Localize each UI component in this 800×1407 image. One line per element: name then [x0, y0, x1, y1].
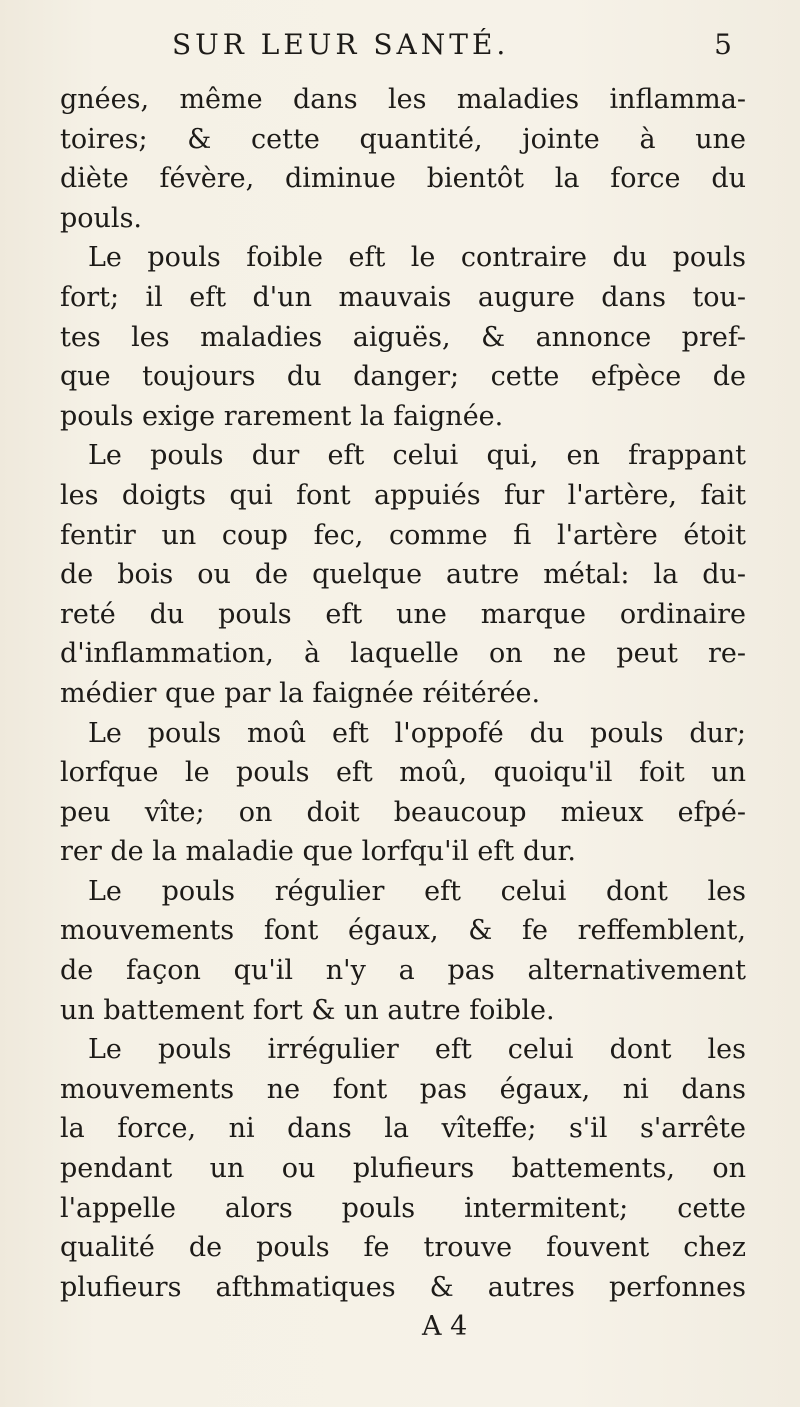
text-line: Le pouls irrégulier eft celui dont les [88, 1034, 746, 1066]
text-line: médier que par la faignée réitérée. [60, 677, 541, 709]
text-line: Le pouls moû eft l'oppofé du pouls dur; [88, 717, 746, 749]
signature-mark: A 4 [422, 1311, 468, 1343]
text-line: reté du pouls eft une marque ordinaire [60, 598, 746, 630]
text-line: Le pouls dur eft celui qui, en frappant [88, 440, 746, 472]
text-line: toires; & cette quantité, jointe à une [60, 123, 746, 155]
text-line: mouvements ne font pas égaux, ni dans [60, 1073, 746, 1105]
text-line: l'appelle alors pouls intermitent; cette [60, 1192, 746, 1224]
text-line: peu vîte; on doit beaucoup mieux efpé- [60, 796, 746, 828]
text-line: que toujours du danger; cette efpèce de [60, 361, 746, 393]
text-line: rer de la maladie que lorfqu'il eft dur. [60, 836, 577, 868]
page-number: 5 [714, 28, 732, 61]
text-line: lorfque le pouls eft moû, quoiqu'il foit un [60, 757, 746, 789]
text-line: qualité de pouls fe trouve fouvent chez [60, 1232, 746, 1264]
text-line: de bois ou de quelque autre métal: la du- [60, 559, 746, 591]
text-line: d'inflammation, à laquelle on ne peut re- [60, 638, 746, 670]
page-header [172, 22, 732, 66]
text-line: mouvements font égaux, & fe reffemblent, [60, 915, 746, 947]
text-line: la force, ni dans la vîteffe; s'il s'arrête [60, 1113, 746, 1145]
text-line: pendant un ou plufieurs battements, on [60, 1153, 746, 1185]
running-head: SUR LEUR SANTÉ. [172, 28, 510, 61]
text-line: tes les maladies aiguës, & annonce pref- [60, 321, 746, 353]
text-line: un battement fort & un autre foible. [60, 994, 555, 1026]
text-line: gnées, même dans les maladies inflamma- [60, 84, 746, 115]
text-line: plufieurs afthmatiques & autres perfonnes [60, 1271, 746, 1303]
text-line: Le pouls régulier eft celui dont les [88, 875, 746, 907]
text-line: diète févère, diminue bientôt la force du [60, 163, 746, 195]
text-line: pouls exige rarement la faignée. [60, 400, 504, 432]
text-line: les doigts qui font appuiés fur l'artère, fait [60, 479, 746, 511]
body-text [60, 80, 746, 1347]
text-line: de façon qu'il n'y a pas alternativement [60, 955, 746, 987]
text-line: Le pouls foible eft le contraire du pouls [88, 242, 746, 274]
text-line: fentir un coup fec, comme fi l'artère étoit [60, 519, 746, 551]
text-line: pouls. [60, 202, 143, 234]
text-line: fort; il eft d'un mauvais augure dans tou- [60, 281, 746, 313]
